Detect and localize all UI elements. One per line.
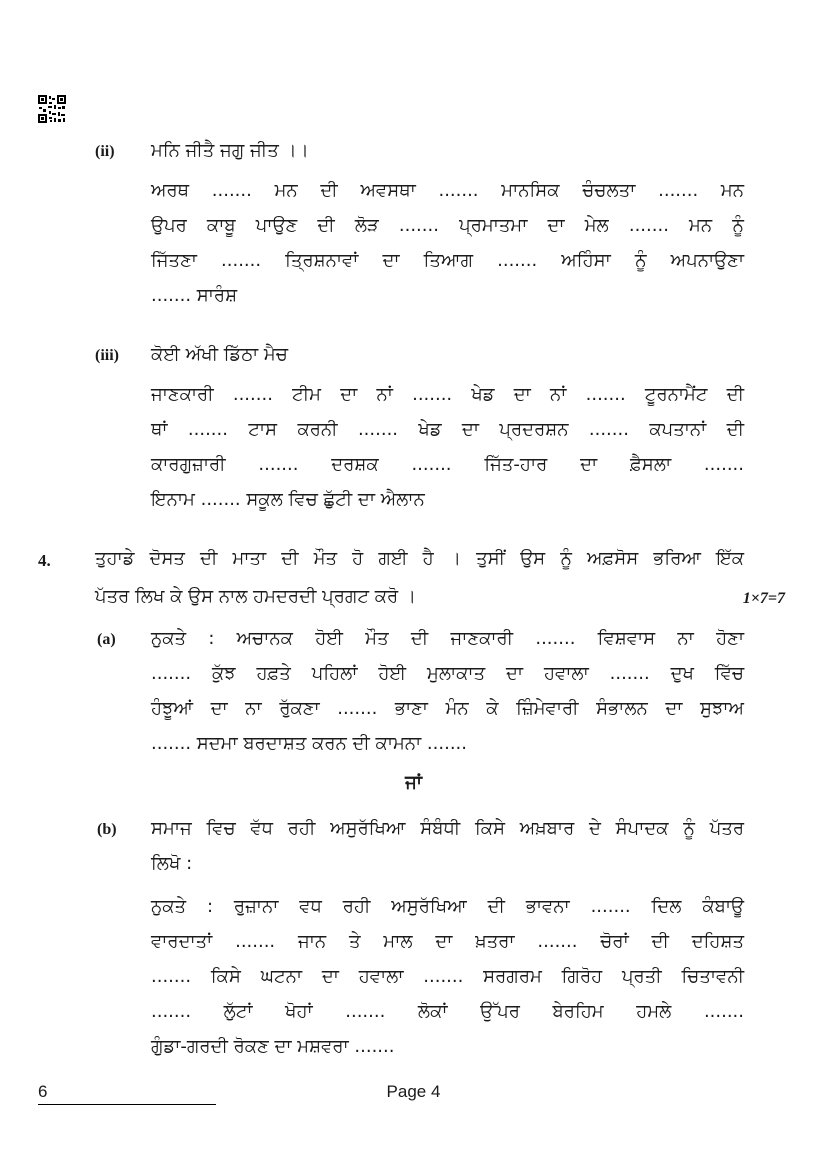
part-a-line-1: ਨੁਕਤੇ : ਅਚਾਨਕ ਹੋਈ ਮੌਤ ਦੀ ਜਾਣਕਾਰੀ ....... ਵਿਸ਼ਵਾਸ ਨਾ ਹੋਣਾ <box>151 628 744 649</box>
page-number: Page 4 <box>386 1082 441 1101</box>
section-ii-line-4: ....... ਸਾਰੰਸ਼ <box>151 285 238 306</box>
qr-code-icon <box>38 95 66 123</box>
section-ii-line-1: ਅਰਥ ....... ਮਨ ਦੀ ਅਵਸਥਾ ....... ਮਾਨਸਿਕ ਚੰਚਲਤਾ ....... ਮਨ <box>151 180 744 201</box>
section-ii-heading: ਮਨਿ ਜੀਤੈ ਜਗੁ ਜੀਤ ।। <box>151 140 309 161</box>
part-b-point-3: ....... ਕਿਸੇ ਘਟਨਾ ਦਾ ਹਵਾਲਾ ....... ਸਰਗਰਮ ਗਿਰੋਹ ਪ੍ਰਤੀ ਚਿਤਾਵਨੀ <box>151 966 744 987</box>
part-b-point-5: ਗੁੰਡਾ-ਗਰਦੀ ਰੋਕਣ ਦਾ ਮਸ਼ਵਰਾ ....... <box>151 1036 395 1057</box>
question-4-line-1: ਤੁਹਾਡੇ ਦੋਸਤ ਦੀ ਮਾਤਾ ਦੀ ਮੌਤ ਹੋ ਗਈ ਹੈ । ਤੁਸੀਂ ਉਸ ਨੂੰ ਅਫ਼ਸੋਸ ਭਰਿਆ ਇੱਕ <box>95 548 744 569</box>
section-ii-label: (ii) <box>95 143 115 160</box>
part-b-line-2: ਲਿਖੋ : <box>151 853 193 874</box>
part-a-line-4: ....... ਸਦਮਾ ਬਰਦਾਸ਼ਤ ਕਰਨ ਦੀ ਕਾਮਨਾ ....... <box>151 733 467 754</box>
question-4-line-2: ਪੱਤਰ ਲਿਖ ਕੇ ਉਸ ਨਾਲ ਹਮਦਰਦੀ ਪ੍ਰਗਟ ਕਰੋ । <box>95 586 416 607</box>
part-b-line-1: ਸਮਾਜ ਵਿਚ ਵੱਧ ਰਹੀ ਅਸੁਰੱਖਿਆ ਸੰਬੰਧੀ ਕਿਸੇ ਅਖ਼ਬਾਰ ਦੇ ਸੰਪਾਦਕ ਨੂੰ ਪੱਤਰ <box>151 818 744 839</box>
page-code: 6 <box>38 1082 48 1101</box>
part-b-point-4: ....... ਲੁੱਟਾਂ ਖੋਹਾਂ ....... ਲੋਕਾਂ ਉੱਪਰ ਬੇਰਹਿਮ ਹਮਲੇ ....... <box>151 1001 744 1022</box>
footer-rule <box>38 1104 216 1105</box>
section-iii-label: (iii) <box>95 347 119 364</box>
part-a-label: (a) <box>97 631 116 648</box>
part-a-line-2: ....... ਕੁੱਝ ਹਫ਼ਤੇ ਪਹਿਲਾਂ ਹੋਈ ਮੁਲਾਕਾਤ ਦਾ ਹਵਾਲਾ ....... ਦੁਖ ਵਿੱਚ <box>151 663 744 684</box>
section-iii-line-4: ਇਨਾਮ ....... ਸਕੂਲ ਵਿਚ ਛੁੱਟੀ ਦਾ ਐਲਾਨ <box>151 489 425 510</box>
part-b-label: (b) <box>97 821 117 838</box>
section-ii-line-3: ਜਿੱਤਣਾ ....... ਤ੍ਰਿਸ਼ਨਾਵਾਂ ਦਾ ਤਿਆਗ ....... ਅਹਿੰਸਾ ਨੂੰ ਅਪਨਾਉਣਾ <box>151 250 744 271</box>
section-iii-line-3: ਕਾਰਗੁਜ਼ਾਰੀ ....... ਦਰਸ਼ਕ ....... ਜਿੱਤ-ਹਾਰ ਦਾ ਫ਼ੈਸਲਾ ....... <box>151 454 744 475</box>
or-label: ਜਾਂ <box>405 772 422 793</box>
section-iii-line-1: ਜਾਣਕਾਰੀ ....... ਟੀਮ ਦਾ ਨਾਂ ....... ਖੇਡ ਦਾ ਨਾਂ ....... ਟੂਰਨਾਮੈਂਟ ਦੀ <box>151 384 744 405</box>
part-b-point-1: ਨੁਕਤੇ : ਰੁਜ਼ਾਨਾ ਵਧ ਰਹੀ ਅਸੁਰੱਖਿਆ ਦੀ ਭਾਵਨਾ ....... ਦਿਲ ਕੰਬਾਊ <box>151 896 744 917</box>
question-4-marks: 1×7=7 <box>742 590 785 607</box>
section-iii-line-2: ਥਾਂ ....... ਟਾਸ ਕਰਨੀ ....... ਖੇਡ ਦਾ ਪ੍ਰਦਰਸ਼ਨ ....... ਕਪਤਾਨਾਂ ਦੀ <box>151 419 744 440</box>
section-ii-line-2: ਉਪਰ ਕਾਬੂ ਪਾਉਣ ਦੀ ਲੋੜ ....... ਪ੍ਰਮਾਤਮਾ ਦਾ ਮੇਲ ....... ਮਨ ਨੂੰ <box>151 215 744 236</box>
question-4-number: 4. <box>38 551 51 570</box>
part-a-line-3: ਹੰਝੂਆਂ ਦਾ ਨਾ ਰੁੱਕਣਾ ....... ਭਾਣਾ ਮੰਨ ਕੇ ਜ਼ਿੰਮੇਵਾਰੀ ਸੰਭਾਲਨ ਦਾ ਸੁਝਾਅ <box>151 698 744 719</box>
part-b-point-2: ਵਾਰਦਾਤਾਂ ....... ਜਾਨ ਤੇ ਮਾਲ ਦਾ ਖ਼ਤਰਾ ....... ਚੋਰਾਂ ਦੀ ਦਹਿਸ਼ਤ <box>151 931 744 952</box>
section-iii-heading: ਕੋਈ ਅੱਖੀ ਡਿੱਠਾ ਮੈਚ <box>151 344 288 365</box>
